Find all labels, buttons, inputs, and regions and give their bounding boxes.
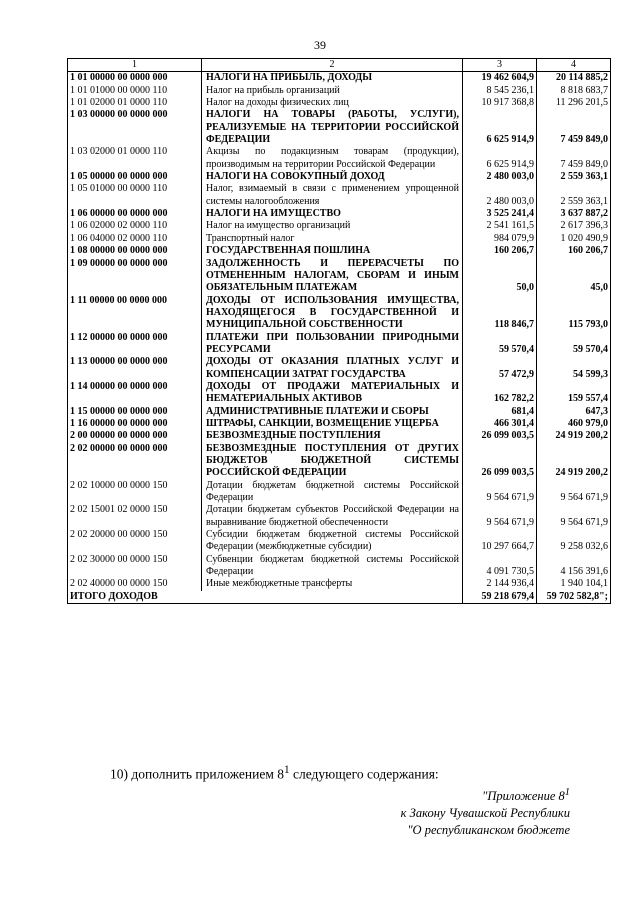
row-code: 2 02 00000 00 0000 000: [68, 443, 202, 480]
row-value-year-1: 10 297 664,7: [463, 529, 537, 554]
row-code: 2 02 30000 00 0000 150: [68, 554, 202, 579]
row-name: БЕЗВОЗМЕЗДНЫЕ ПОСТУПЛЕНИЯ ОТ ДРУГИХ БЮДЖЕТОВ БЮДЖЕТНОЙ СИСТЕМЫ РОССИЙСКОЙ ФЕДЕРАЦИИ: [202, 443, 463, 480]
row-code: 1 01 01000 00 0000 110: [68, 85, 202, 97]
row-code: 2 00 00000 00 0000 000: [68, 430, 202, 442]
table-row: [68, 578, 611, 590]
column-header-4: 4: [537, 59, 611, 72]
table-row: [68, 356, 611, 381]
row-name: НАЛОГИ НА ПРИБЫЛЬ, ДОХОДЫ: [202, 72, 463, 85]
row-name: ДОХОДЫ ОТ ОКАЗАНИЯ ПЛАТНЫХ УСЛУГ И КОМПЕНСАЦИИ ЗАТРАТ ГОСУДАРСТВА: [202, 356, 463, 381]
row-value-year-2: 2 559 363,1: [537, 183, 611, 208]
row-value-year-1: 9 564 671,9: [463, 504, 537, 529]
table-row: [68, 430, 611, 442]
row-value-year-1: 466 301,4: [463, 418, 537, 430]
row-name: НАЛОГИ НА ИМУЩЕСТВО: [202, 208, 463, 220]
row-value-year-2: 160 206,7: [537, 245, 611, 257]
row-value-year-2: 9 564 671,9: [537, 504, 611, 529]
row-code: 2 02 10000 00 0000 150: [68, 480, 202, 505]
row-code: 1 03 02000 01 0000 110: [68, 146, 202, 171]
row-value-year-2: 1 020 490,9: [537, 233, 611, 245]
appendix-line-2: к Закону Чувашской Республики: [400, 806, 570, 821]
table-row: [68, 109, 611, 146]
row-value-year-2: 24 919 200,2: [537, 443, 611, 480]
row-value-year-2: 3 637 887,2: [537, 208, 611, 220]
row-code: 1 06 02000 02 0000 110: [68, 220, 202, 232]
table-row: [68, 85, 611, 97]
table-row: [68, 406, 611, 418]
row-value-year-2: 159 557,4: [537, 381, 611, 406]
row-value-year-1: 26 099 003,5: [463, 443, 537, 480]
row-name: АДМИНИСТРАТИВНЫЕ ПЛАТЕЖИ И СБОРЫ: [202, 406, 463, 418]
row-value-year-2: 2 559 363,1: [537, 171, 611, 183]
table-row: [68, 295, 611, 332]
appendix-title-sup: 1: [564, 787, 570, 798]
appendix-line-1: [250, 784, 570, 805]
row-name: НАЛОГИ НА ТОВАРЫ (РАБОТЫ, УСЛУГИ), РЕАЛИЗУЕМЫЕ НА ТЕРРИТОРИИ РОССИЙСКОЙ ФЕДЕРАЦИИ: [202, 109, 463, 146]
row-value-year-1: 6 625 914,9: [463, 109, 537, 146]
row-name: Субвенции бюджетам бюджетной системы Российской Федерации: [202, 554, 463, 579]
row-value-year-2: 1 940 104,1: [537, 578, 611, 590]
appendix-title: "Приложение 8: [482, 789, 565, 804]
row-value-year-2: 2 617 396,3: [537, 220, 611, 232]
row-value-year-1: 59 570,4: [463, 332, 537, 357]
column-header-2: 2: [202, 59, 463, 72]
row-code: 1 13 00000 00 0000 000: [68, 356, 202, 381]
row-code: 1 09 00000 00 0000 000: [68, 258, 202, 295]
row-code: 2 02 15001 02 0000 150: [68, 504, 202, 529]
row-value-year-1: 8 545 236,1: [463, 85, 537, 97]
table-row: [68, 480, 611, 505]
row-value-year-2: 115 793,0: [537, 295, 611, 332]
row-value-year-1: 984 079,9: [463, 233, 537, 245]
amendment-text-suffix: следующего содержания:: [289, 766, 439, 782]
column-header-1: 1: [68, 59, 202, 72]
table-row: [68, 171, 611, 183]
row-value-year-1: 3 525 241,4: [463, 208, 537, 220]
total-value-year-1: 59 218 679,4: [463, 591, 537, 604]
row-name: Акцизы по подакцизным товарам (продукции), производимым на территории Российской Федерации: [202, 146, 463, 171]
amendment-text-prefix: 10) дополнить приложением 8: [110, 766, 285, 782]
row-value-year-2: 460 979,0: [537, 418, 611, 430]
row-code: 1 15 00000 00 0000 000: [68, 406, 202, 418]
row-name: Налог на имущество организаций: [202, 220, 463, 232]
row-code: 2 02 40000 00 0000 150: [68, 578, 202, 590]
appendix-heading: [250, 784, 570, 839]
row-value-year-2: 4 156 391,6: [537, 554, 611, 579]
table-row: [68, 443, 611, 480]
revenue-table: [67, 58, 611, 604]
row-value-year-1: 160 206,7: [463, 245, 537, 257]
row-value-year-2: 54 599,3: [537, 356, 611, 381]
row-value-year-1: 162 782,2: [463, 381, 537, 406]
table-row: [68, 208, 611, 220]
row-code: 1 14 00000 00 0000 000: [68, 381, 202, 406]
row-code: 1 12 00000 00 0000 000: [68, 332, 202, 357]
table-row: [68, 72, 611, 85]
row-value-year-1: 19 462 604,9: [463, 72, 537, 85]
table-row: [68, 183, 611, 208]
row-value-year-1: 10 917 368,8: [463, 97, 537, 109]
row-value-year-1: 6 625 914,9: [463, 146, 537, 171]
row-value-year-2: 11 296 201,5: [537, 97, 611, 109]
table-row: [68, 554, 611, 579]
row-name: НАЛОГИ НА СОВОКУПНЫЙ ДОХОД: [202, 171, 463, 183]
table-row: [68, 504, 611, 529]
table-row: [68, 529, 611, 554]
total-label: ИТОГО ДОХОДОВ: [68, 591, 463, 604]
row-value-year-1: 2 144 936,4: [463, 578, 537, 590]
row-name: Дотации бюджетам бюджетной системы Российской Федерации: [202, 480, 463, 505]
table-row: [68, 332, 611, 357]
row-code: 2 02 20000 00 0000 150: [68, 529, 202, 554]
table-row: [68, 418, 611, 430]
column-header-3: 3: [463, 59, 537, 72]
row-value-year-1: 57 472,9: [463, 356, 537, 381]
row-value-year-2: 7 459 849,0: [537, 146, 611, 171]
table-row: [68, 233, 611, 245]
row-name: ПЛАТЕЖИ ПРИ ПОЛЬЗОВАНИИ ПРИРОДНЫМИ РЕСУРСАМИ: [202, 332, 463, 357]
table-row: [68, 258, 611, 295]
table-body: [68, 72, 611, 604]
table-row: [68, 97, 611, 109]
row-value-year-1: 2 480 003,0: [463, 183, 537, 208]
row-value-year-1: 2 480 003,0: [463, 171, 537, 183]
row-value-year-1: 50,0: [463, 258, 537, 295]
row-value-year-2: 20 114 885,2: [537, 72, 611, 85]
row-code: 1 05 00000 00 0000 000: [68, 171, 202, 183]
table-header-row: [68, 59, 611, 72]
row-value-year-1: 9 564 671,9: [463, 480, 537, 505]
amendment-text: [110, 764, 439, 783]
row-name: ГОСУДАРСТВЕННАЯ ПОШЛИНА: [202, 245, 463, 257]
row-name: Субсидии бюджетам бюджетной системы Российской Федерации (межбюджетные субсидии): [202, 529, 463, 554]
row-value-year-2: 9 258 032,6: [537, 529, 611, 554]
row-name: ДОХОДЫ ОТ ИСПОЛЬЗОВАНИЯ ИМУЩЕСТВА, НАХОДЯЩЕГОСЯ В ГОСУДАРСТВЕННОЙ И МУНИЦИПАЛЬНОЙ СОБСТВЕННОСТИ: [202, 295, 463, 332]
row-code: 1 11 00000 00 0000 000: [68, 295, 202, 332]
row-name: Налог на доходы физических лиц: [202, 97, 463, 109]
table-row: [68, 146, 611, 171]
total-row: [68, 591, 611, 604]
total-value-year-2: 59 702 582,8";: [537, 591, 611, 604]
row-name: ДОХОДЫ ОТ ПРОДАЖИ МАТЕРИАЛЬНЫХ И НЕМАТЕРИАЛЬНЫХ АКТИВОВ: [202, 381, 463, 406]
row-value-year-2: 8 818 683,7: [537, 85, 611, 97]
row-name: БЕЗВОЗМЕЗДНЫЕ ПОСТУПЛЕНИЯ: [202, 430, 463, 442]
row-name: Налог, взимаемый в связи с применением упрощенной системы налогообложения: [202, 183, 463, 208]
row-value-year-1: 4 091 730,5: [463, 554, 537, 579]
amendment-text-sup: 1: [284, 764, 290, 776]
row-name: ЗАДОЛЖЕННОСТЬ И ПЕРЕРАСЧЕТЫ ПО ОТМЕНЕННЫМ НАЛОГАМ, СБОРАМ И ИНЫМ ОБЯЗАТЕЛЬНЫМ ПЛАТЕЖАМ: [202, 258, 463, 295]
row-value-year-1: 118 846,7: [463, 295, 537, 332]
row-value-year-1: 681,4: [463, 406, 537, 418]
row-name: Транспортный налог: [202, 233, 463, 245]
row-name: ШТРАФЫ, САНКЦИИ, ВОЗМЕЩЕНИЕ УЩЕРБА: [202, 418, 463, 430]
table-row: [68, 220, 611, 232]
row-value-year-1: 2 541 161,5: [463, 220, 537, 232]
row-code: 1 05 01000 00 0000 110: [68, 183, 202, 208]
row-name: Налог на прибыль организаций: [202, 85, 463, 97]
row-value-year-2: 59 570,4: [537, 332, 611, 357]
row-name: Дотации бюджетам субъектов Российской Федерации на выравнивание бюджетной обеспеченности: [202, 504, 463, 529]
row-code: 1 03 00000 00 0000 000: [68, 109, 202, 146]
row-name: Иные межбюджетные трансферты: [202, 578, 463, 590]
row-code: 1 06 00000 00 0000 000: [68, 208, 202, 220]
row-code: 1 16 00000 00 0000 000: [68, 418, 202, 430]
table-row: [68, 381, 611, 406]
row-code: 1 01 02000 01 0000 110: [68, 97, 202, 109]
row-value-year-2: 9 564 671,9: [537, 480, 611, 505]
row-value-year-1: 26 099 003,5: [463, 430, 537, 442]
appendix-line-3: "О республиканском бюджете: [407, 823, 570, 838]
row-code: 1 08 00000 00 0000 000: [68, 245, 202, 257]
row-code: 1 06 04000 02 0000 110: [68, 233, 202, 245]
table-row: [68, 245, 611, 257]
page-number: 39: [314, 38, 326, 52]
row-code: 1 01 00000 00 0000 000: [68, 72, 202, 85]
row-value-year-2: 45,0: [537, 258, 611, 295]
row-value-year-2: 7 459 849,0: [537, 109, 611, 146]
row-value-year-2: 647,3: [537, 406, 611, 418]
row-value-year-2: 24 919 200,2: [537, 430, 611, 442]
